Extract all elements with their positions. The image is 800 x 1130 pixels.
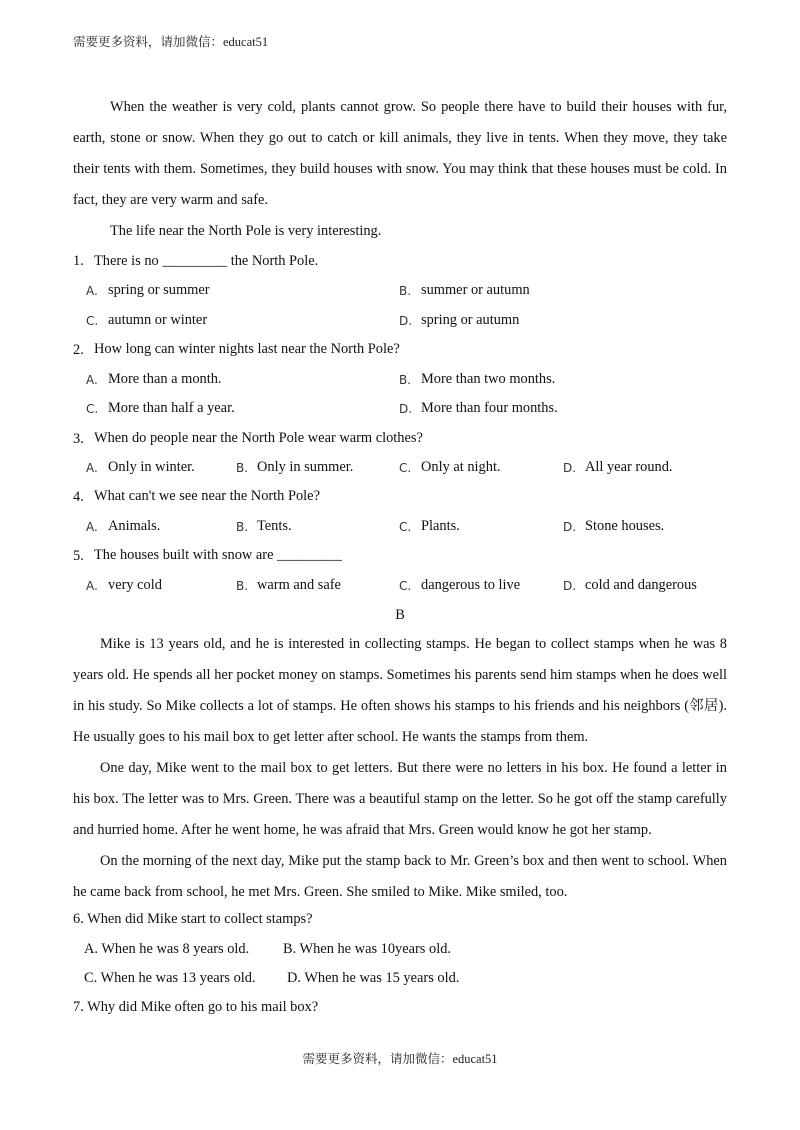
option-5b: B.: [236, 579, 249, 593]
option-1b-text: summer or autumn: [421, 282, 530, 298]
section-b-heading: B: [395, 607, 405, 623]
option-2a-text: More than a month.: [108, 371, 222, 387]
option-5c: C.: [399, 579, 412, 593]
option-3b-text: Only in summer.: [257, 459, 354, 475]
option-1c-text: autumn or winter: [108, 312, 208, 328]
option-2b: B.: [399, 373, 412, 387]
option-4c: C.: [399, 520, 412, 534]
option-5b-text: warm and safe: [257, 577, 341, 593]
passage-b: [73, 629, 727, 908]
question-3-text: When do people near the North Pole wear warm clothes?: [94, 430, 423, 446]
option-1c: C.: [86, 314, 99, 328]
passage-b-paragraph-1: Mike is 13 years old, and he is interested in collecting stamps. He began to collect stamps when he was 8 years old. He spends all her pocket money on stamps. Sometimes his parents send him stamps when he does well in his study. So Mike collects a lot of stamps. He often shows his stamps to his friends and his neighbors (邻居). He usually goes to his mail box to get letter after school. He wants the stamps from them.: [73, 636, 727, 745]
option-3a: A.: [86, 461, 98, 475]
option-2a: A.: [86, 373, 98, 387]
passage-a-paragraph-1: When the weather is very cold, plants cannot grow. So people there have to build their houses with fur, earth, stone or snow. When they go out to catch or kill animals, they live in tents. When they move, they take their tents with them. Sometimes, they build houses with snow. You may think that these houses must be cold. In fact, they are very warm and safe.: [73, 99, 727, 208]
question-5-text: The houses built with snow are _________: [94, 547, 342, 563]
option-5d-text: cold and dangerous: [585, 577, 697, 593]
question-5-number: 5.: [73, 548, 84, 564]
footer-note: 需要更多资料，请加微信：educat51: [302, 1052, 498, 1066]
option-3b: B.: [236, 461, 249, 475]
option-5d: D.: [563, 579, 577, 593]
passage-b-paragraph-3: On the morning of the next day, Mike put the stamp back to Mr. Green’s box and then went to school. When he came back from school, he met Mrs. Green. She smiled to Mike. Mike smiled, too.: [73, 853, 727, 900]
option-3c-text: Only at night.: [421, 459, 501, 475]
question-2-text: How long can winter nights last near the North Pole?: [94, 341, 400, 357]
option-4d: D.: [563, 520, 577, 534]
option-2d-text: More than four months.: [421, 400, 558, 416]
option-5c-text: dangerous to live: [421, 577, 521, 593]
question-4-text: What can't we see near the North Pole?: [94, 488, 320, 504]
option-5a-text: very cold: [108, 577, 162, 593]
option-1d-text: spring or autumn: [421, 312, 520, 328]
passage-a-paragraph-2: The life near the North Pole is very interesting.: [110, 223, 382, 239]
option-5a: A.: [86, 579, 98, 593]
option-6d: D. When he was 15 years old.: [287, 970, 460, 986]
option-1a: A.: [86, 284, 98, 298]
question-3-number: 3.: [73, 431, 84, 447]
option-4b-text: Tents.: [257, 518, 292, 534]
question-1-text: There is no _________ the North Pole.: [94, 253, 319, 269]
option-2b-text: More than two months.: [421, 371, 556, 387]
option-4d-text: Stone houses.: [585, 518, 665, 534]
passage-b-paragraph-2: One day, Mike went to the mail box to get letters. But there were no letters in his box. He found a letter in his box. The letter was to Mrs. Green. There was a beautiful stamp on the letter. So he got off the stamp carefully and hurried home. After he went home, he was afraid that Mrs. Green would know he got her stamp.: [73, 760, 727, 838]
option-2c-text: More than half a year.: [108, 400, 235, 416]
option-1a-text: spring or summer: [108, 282, 210, 298]
question-2-number: 2.: [73, 342, 84, 358]
option-6c: C. When he was 13 years old.: [84, 970, 256, 986]
option-3c: C.: [399, 461, 412, 475]
option-3d-text: All year round.: [585, 459, 673, 475]
option-1d: D.: [399, 314, 413, 328]
option-3d: D.: [563, 461, 577, 475]
option-6b: B. When he was 10years old.: [283, 941, 451, 957]
option-6a: A. When he was 8 years old.: [84, 941, 250, 957]
option-1b: B.: [399, 284, 412, 298]
question-4-number: 4.: [73, 489, 84, 505]
option-4c-text: Plants.: [421, 518, 460, 534]
option-2d: D.: [399, 402, 413, 416]
header-note: 需要更多资料，请加微信：educat51: [73, 35, 269, 49]
option-4a-text: Animals.: [108, 518, 161, 534]
question-1-number: 1.: [73, 253, 84, 269]
option-3a-text: Only in winter.: [108, 459, 195, 475]
question-7-text: 7. Why did Mike often go to his mail box?: [73, 999, 319, 1015]
option-4a: A.: [86, 520, 98, 534]
question-6-text: 6. When did Mike start to collect stamps?: [73, 911, 313, 927]
option-2c: C.: [86, 402, 99, 416]
option-4b: B.: [236, 520, 249, 534]
